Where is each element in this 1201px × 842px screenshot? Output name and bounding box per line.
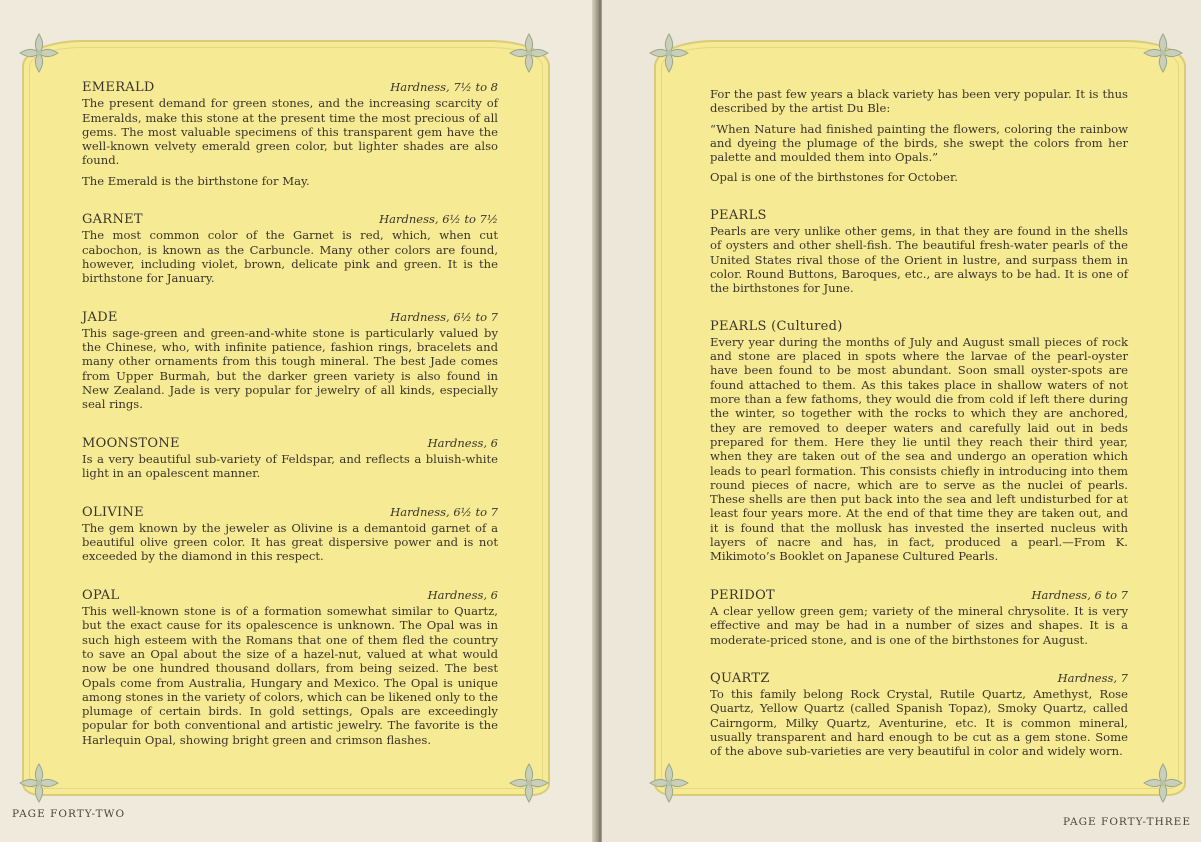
right-page bbox=[602, 0, 1201, 842]
paragraph: Opal is one of the birthstones for October. bbox=[710, 170, 958, 185]
gem-entry-moonstone bbox=[82, 436, 498, 481]
gem-name: PERIDOT bbox=[710, 587, 776, 603]
gem-heading bbox=[82, 588, 498, 603]
gem-entry-olivine bbox=[82, 505, 498, 564]
gem-hardness: Hardness, 6 bbox=[427, 587, 498, 602]
gem-heading bbox=[710, 671, 1128, 686]
ornament-bottom-right-icon bbox=[506, 760, 552, 806]
gem-hardness: Hardness, 6½ to 7½ bbox=[379, 212, 498, 227]
gem-entry-jade bbox=[82, 310, 498, 412]
ornament-top-right-icon bbox=[506, 30, 552, 76]
paragraph: For the past few years a black variety has been very popular. It is thus described by the artist Du Ble: bbox=[710, 87, 1128, 116]
gem-name: PEARLS bbox=[710, 207, 767, 223]
paragraph: Pearls are very unlike other gems, in that they are found in the shells of oysters and other shell-fish. The beautiful fresh-water pearls of the United States rival those of the Orient in lustre, and surpass them in color. Round Buttons, Baroques, etc., are always to be had. It is one of the birthstones for June. bbox=[710, 224, 1128, 296]
paragraph: The Emerald is the birthstone for May. bbox=[82, 173, 310, 188]
gem-name: OPAL bbox=[82, 587, 120, 603]
gem-entry-garnet bbox=[82, 212, 498, 285]
gem-heading bbox=[710, 209, 1128, 223]
ornament-bottom-left-icon bbox=[646, 760, 692, 806]
gem-name: EMERALD bbox=[82, 80, 155, 95]
right-page-content bbox=[710, 87, 1128, 783]
gem-hardness: Hardness, 7½ to 8 bbox=[390, 80, 498, 94]
paragraph: This sage-green and green-and-white stone is particularly valued by the Chinese, who, with infinite patience, fashion rings, bracelets and many other ornaments from this tough mineral. The best Jade comes from Upper Burmah, but the darker green variety is also found in New Zealand. Jade is very popular for jewelry of all kinds, especially seal rings. bbox=[82, 325, 498, 412]
paragraph: A clear yellow green gem; variety of the mineral chrysolite. It is very effective and may be had in a number of sizes and shapes. It is a moderate-priced stone, and is one of the birthstones for August. bbox=[710, 603, 1128, 647]
gem-hardness: Hardness, 6½ to 7 bbox=[390, 504, 498, 519]
gem-heading bbox=[710, 588, 1128, 603]
gem-heading bbox=[82, 310, 498, 325]
gem-entry-emerald bbox=[82, 80, 498, 188]
paragraph: To this family belong Rock Crystal, Rutile Quartz, Amethyst, Rose Quartz, Yellow Quartz (called Spanish Topaz), Smoky Quartz, called Cairngorm, Milky Quartz, Aventurine, etc. It is common mineral, usually transparent and hard enough to be cut as a gem stone. Some of the above sub-varieties are very beautiful in color and widely worn. bbox=[710, 687, 1128, 759]
page-number-left: PAGE FORTY-TWO bbox=[12, 808, 126, 820]
paragraph: This well-known stone is of a formation somewhat similar to Quartz, but the exact cause for its opalescence is unknown. The Opal was in such high esteem with the Romans that one of them fled the country to save an Opal about the size of a hazel-nut, valued at what would now be one hundred thousand dollars, from being seized. The best Opals come from Australia, Hungary and Mexico. The Opal is unique among stones in the variety of colors, which can be likened only to the plumage of certain birds. In gold settings, Opals are exceedingly popular for both conventional and artistic jewelry. The favorite is the Harlequin Opal, showing bright green and crimson flashes. bbox=[82, 604, 498, 747]
gem-heading bbox=[82, 80, 498, 95]
gem-entry-pearls bbox=[710, 209, 1128, 296]
gem-heading bbox=[82, 505, 498, 520]
gem-name: OLIVINE bbox=[82, 504, 144, 520]
left-page-content bbox=[82, 80, 498, 771]
gem-hardness: Hardness, 7 bbox=[1057, 670, 1128, 685]
paragraph: The present demand for green stones, and the increasing scarcity of Emeralds, make this stone at the present time the most precious of all gems. The most valuable specimens of this transparent gem have the well-known velvety emerald green color, but lighter shades are also found. bbox=[82, 96, 498, 168]
gem-name: GARNET bbox=[82, 212, 143, 228]
gem-hardness: Hardness, 6 bbox=[427, 435, 498, 450]
opal-continued bbox=[710, 87, 1128, 185]
gem-entry-opal bbox=[82, 588, 498, 747]
ornament-top-right-icon bbox=[1140, 30, 1186, 76]
paragraph: Is a very beautiful sub-variety of Feldspar, and reflects a bluish-white light in an opalescent manner. bbox=[82, 451, 498, 481]
left-page bbox=[0, 0, 598, 842]
gem-name: MOONSTONE bbox=[82, 435, 180, 451]
paragraph: Every year during the months of July and August small pieces of rock and stone are placed in spots where the larvae of the pearl-oyster have been found to be most abundant. Soon small oyster-spots are found attached to them. As this takes place in shallow waters of not more than a few fathoms, they would die from cold if left there during the winter, so together with the rocks to which they are anchored, they are removed to deeper waters and carefully laid out in beds prepared for them. Here they lie until they reach their third year, when they are taken out of the sea and undergo an operation which leads to pearl formation. This consists chiefly in introducing into them round pieces of nacre, which are to serve as the nuclei of pearls. These shells are then put back into the sea and left undisturbed for at least four years more. At the end of that time they are taken out, and it is found that the mollusk has invested the inserted nucleus with layers of nacre and has, in fact, produced a pearl.—From K. Mikimoto’s Booklet on Japanese Cultured Pearls. bbox=[710, 334, 1128, 564]
gem-entry-peridot bbox=[710, 588, 1128, 647]
gem-heading bbox=[82, 212, 498, 227]
ornament-bottom-left-icon bbox=[16, 760, 62, 806]
gem-heading bbox=[82, 436, 498, 451]
gem-entry-pearls-cultured bbox=[710, 320, 1128, 564]
ornament-top-left-icon bbox=[646, 30, 692, 76]
gem-heading bbox=[710, 320, 1128, 334]
paragraph: The gem known by the jeweler as Olivine is a demantoid garnet of a beautiful olive green color. It has great dispersive power and is not exceeded by the diamond in this respect. bbox=[82, 520, 498, 564]
paragraph: “When Nature had finished painting the flowers, coloring the rainbow and dyeing the plumage of the birds, she swept the colors from her palette and moulded them into Opals.” bbox=[710, 121, 1128, 165]
gem-name: QUARTZ bbox=[710, 670, 770, 686]
page-number-right: PAGE FORTY-THREE bbox=[1062, 816, 1191, 828]
ornament-bottom-right-icon bbox=[1140, 760, 1186, 806]
gem-name: JADE bbox=[82, 309, 118, 325]
ornament-top-left-icon bbox=[16, 30, 62, 76]
paragraph: The most common color of the Garnet is red, which, when cut cabochon, is known as the Carbuncle. Many other colors are found, however, including violet, brown, delicate pink and green. It is the birthstone for January. bbox=[82, 228, 498, 286]
gem-hardness: Hardness, 6½ to 7 bbox=[390, 309, 498, 324]
gem-name: PEARLS (Cultured) bbox=[710, 318, 843, 334]
gem-hardness: Hardness, 6 to 7 bbox=[1031, 587, 1128, 602]
gem-entry-quartz bbox=[710, 671, 1128, 759]
